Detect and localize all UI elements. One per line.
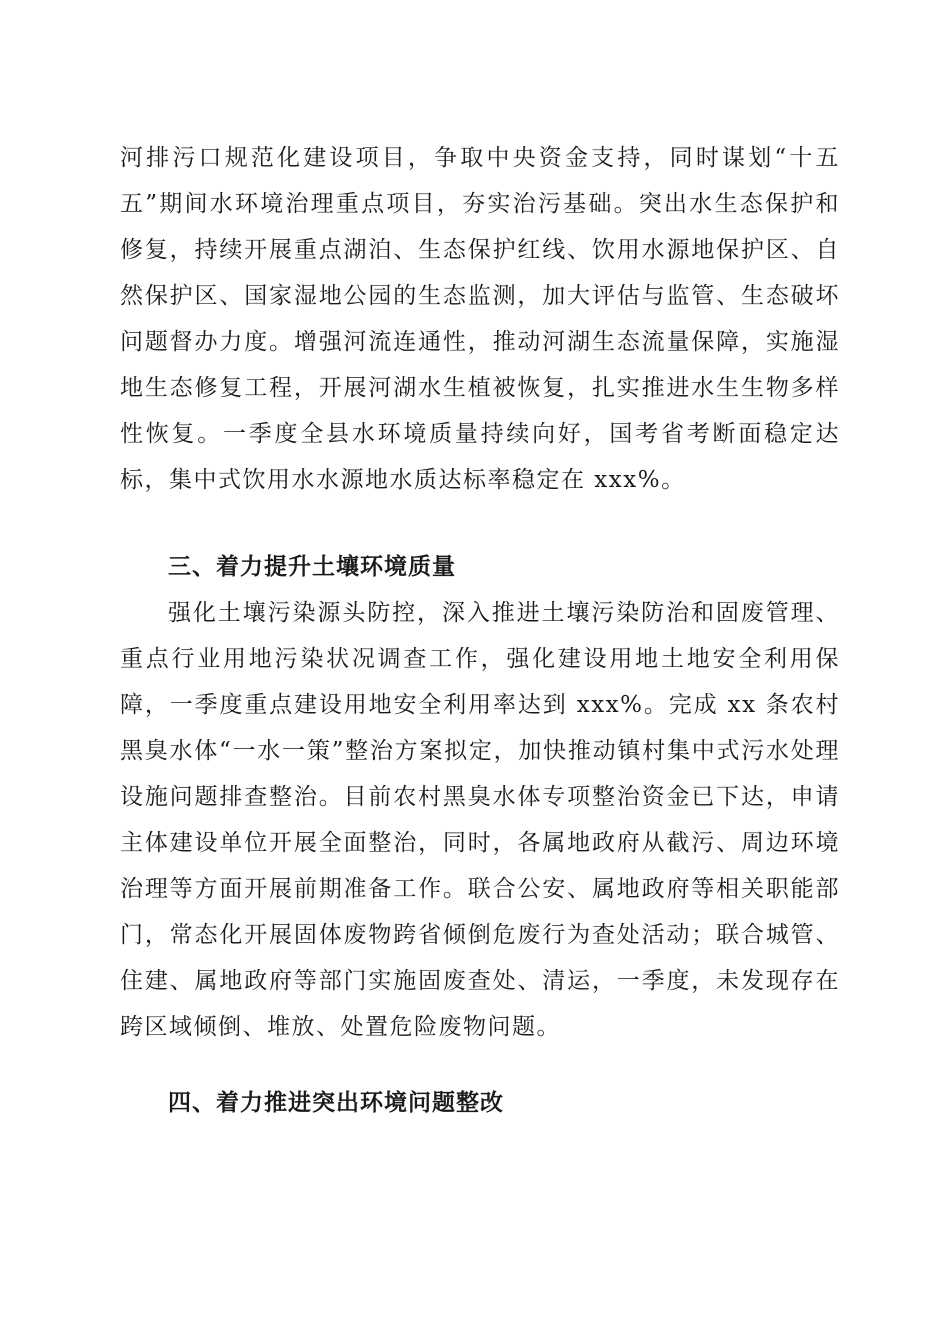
section-heading-rectification: 四、着力推进突出环境问题整改 (168, 1090, 504, 1116)
paragraph-soil-environment: 强化土壤污染源头防控，深入推进土壤污染防治和固废管理、重点行业用地污染状况调查工作，强化建设用地土地安全利用保障，一季度重点建设用地安全利用率达到 xxx%。完成 xx 条农村黑臭水体“一水一策”整治方案拟定，加快推动镇村集中式污水处理设施问题排查整治。目前农村黑臭水体专项整治资金已下达，申请主体建设单位开展全面整治，同时，各属地政府从截污、周边环境治理等方面开展前期准备工作。联合公安、属地政府等相关职能部门，常态化开展固体废物跨省倾倒危废行为查处活动；联合城管、住建、属地政府等部门实施固废查处、清运，一季度，未发现存在跨区域倾倒、堆放、处置危险废物问题。 (120, 600, 840, 1040)
section-heading-soil: 三、着力提升土壤环境质量 (168, 554, 456, 580)
paragraph-water-environment: 河排污口规范化建设项目，争取中央资金支持，同时谋划“十五五”期间水环境治理重点项目，夯实治污基础。突出水生态保护和修复，持续开展重点湖泊、生态保护红线、饮用水源地保护区、自然保护区、国家湿地公园的生态监测，加大评估与监管、生态破坏问题督办力度。增强河流连通性，推动河湖生态流量保障，实施湿地生态修复工程，开展河湖水生植被恢复，扎实推进水生生物多样性恢复。一季度全县水环境质量持续向好，国考省考断面稳定达标，集中式饮用水水源地水质达标率稳定在 xxx%。 (120, 145, 840, 493)
